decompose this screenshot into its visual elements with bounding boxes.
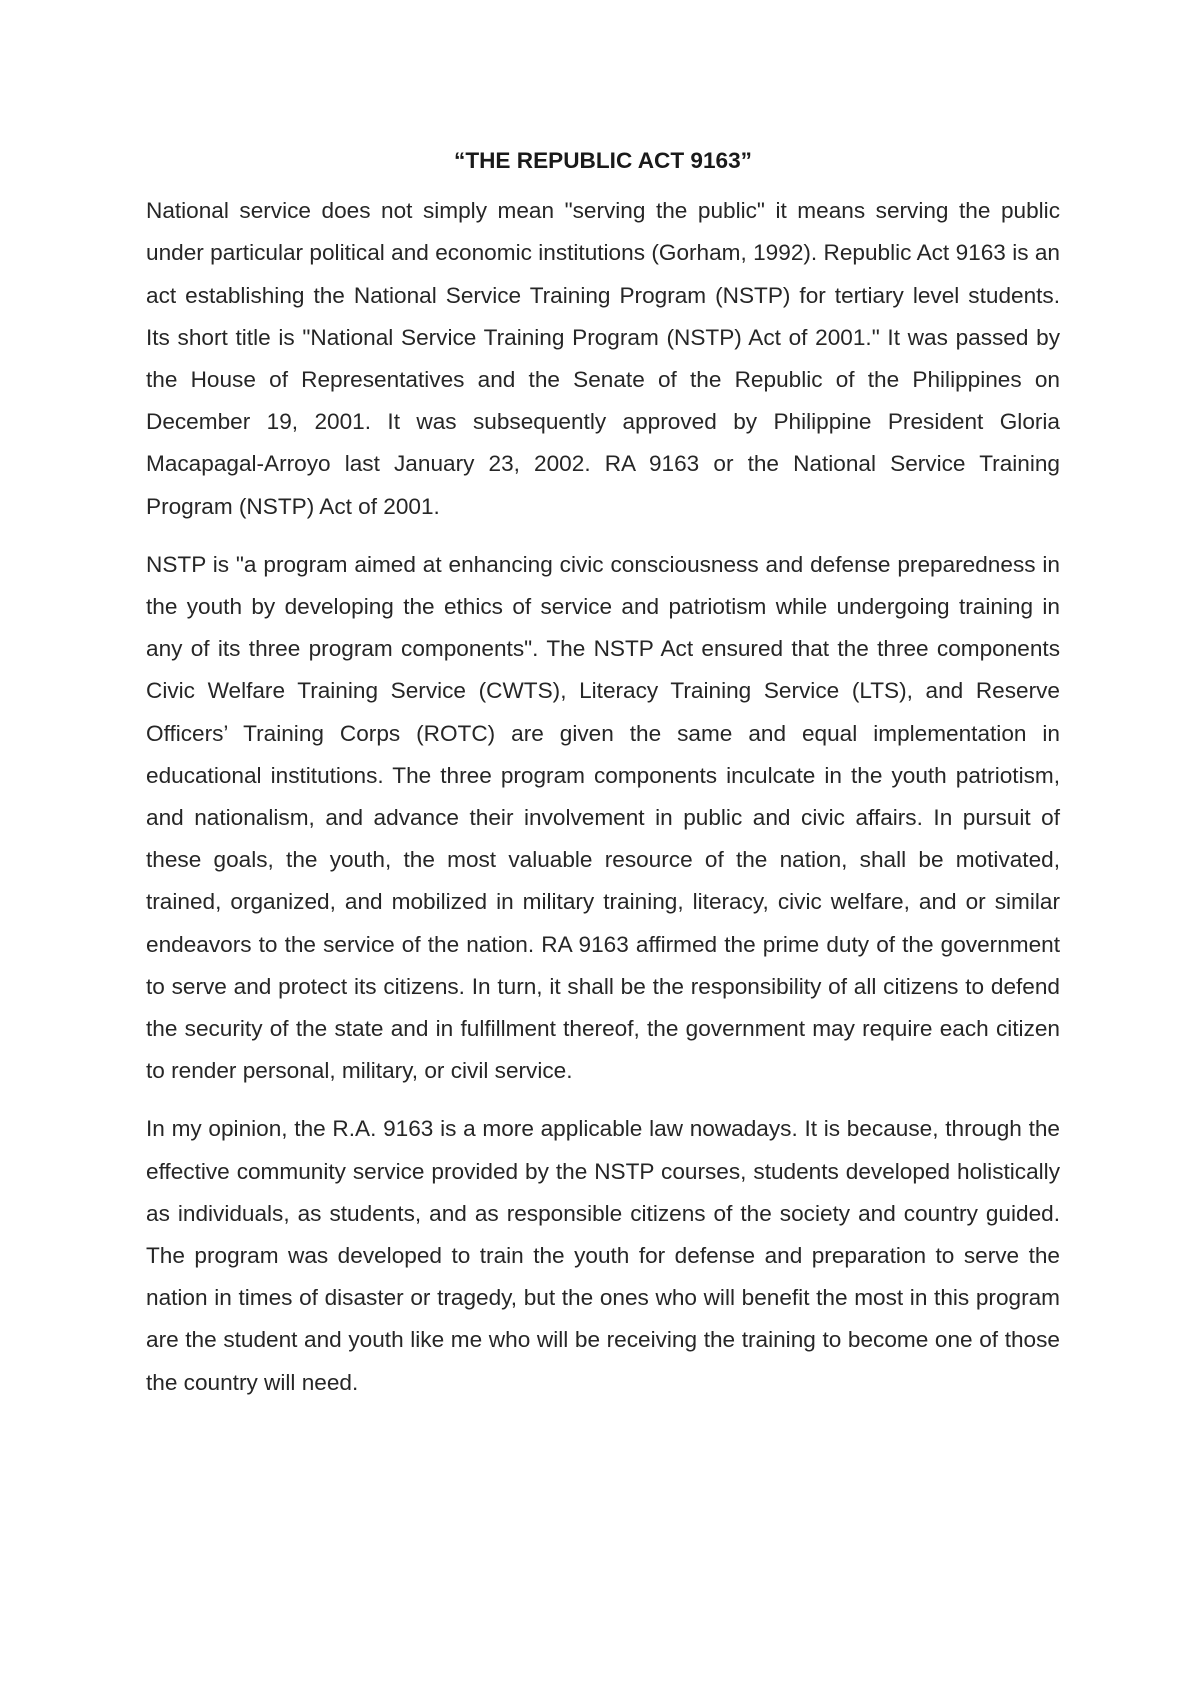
paragraph-opinion: In my opinion, the R.A. 9163 is a more applicable law nowadays. It is because, through the effective community service provided by the NSTP courses, students developed holistically as individuals, as students, and as responsible citizens of the society and country guided. The program was developed to train the youth for defense and preparation to serve the nation in times of disaster or tragedy, but the ones who will benefit the most in this program are the student and youth like me who will be receiving the training to become one of those the country will need. — [146, 1116, 1060, 1395]
document-title: “THE REPUBLIC ACT 9163” — [454, 148, 752, 173]
paragraph-nstp-definition: NSTP is "a program aimed at enhancing civic consciousness and defense preparedness in the youth by developing the ethics of service and patriotism while undergoing training in any of its three program components". The NSTP Act ensured that the three components Civic Welfare Training Service (CWTS), Literacy Training Service (LTS), and Reserve Officers’ Training Corps (ROTC) are given the same and equal implementation in educational institutions. The three program components inculcate in the youth patriotism, and nationalism, and advance their involvement in public and civic affairs. In pursuit of these goals, the youth, the most valuable resource of the nation, shall be motivated, trained, organized, and mobilized in military training, literacy, civic welfare, and or similar endeavors to the service of the nation. RA 9163 affirmed the prime duty of the government to serve and protect its citizens. In turn, it shall be the responsibility of all citizens to defend the security of the state and in fulfillment thereof, the government may require each citizen to render personal, military, or civil service. — [146, 551, 1060, 1084]
document-body — [146, 140, 1060, 1420]
paragraph-introduction: National service does not simply mean "serving the public" it means serving the public under particular political and economic institutions (Gorham, 1992). Republic Act 9163 is an act establishing the National Service Training Program (NSTP) for tertiary level students. Its short title is "National Service Training Program (NSTP) Act of 2001." It was passed by the House of Representatives and the Senate of the Republic of the Philippines on December 19, 2001. It was subsequently approved by Philippine President Gloria Macapagal-Arroyo last January 23, 2002. RA 9163 or the National Service Training Program (NSTP) Act of 2001. — [146, 198, 1060, 519]
